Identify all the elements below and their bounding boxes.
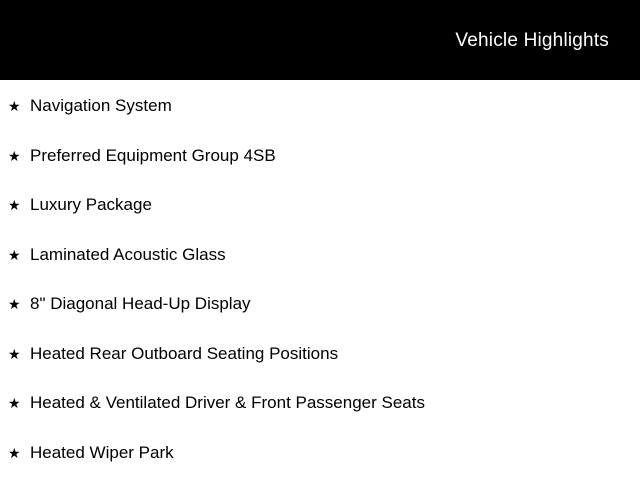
list-item-label: Luxury Package <box>30 196 152 213</box>
list-item <box>0 97 640 147</box>
list-item-label: Heated Rear Outboard Seating Positions <box>30 345 338 362</box>
list-item-label: Navigation System <box>30 97 172 114</box>
star-icon: ★ <box>8 347 30 361</box>
star-icon: ★ <box>8 396 30 410</box>
list-item <box>0 444 640 493</box>
list-item-label: 8" Diagonal Head-Up Display <box>30 295 251 312</box>
star-icon: ★ <box>8 99 30 113</box>
list-item-label: Laminated Acoustic Glass <box>30 246 226 263</box>
list-item <box>0 147 640 197</box>
star-icon: ★ <box>8 248 30 262</box>
list-item <box>0 196 640 246</box>
list-item <box>0 295 640 345</box>
page-title: Vehicle Highlights <box>455 31 609 50</box>
list-item <box>0 394 640 444</box>
list-item-label: Heated & Ventilated Driver & Front Passenger Seats <box>30 394 425 411</box>
list-item <box>0 345 640 395</box>
page-header <box>0 0 640 80</box>
list-item <box>0 246 640 296</box>
star-icon: ★ <box>8 149 30 163</box>
list-item-label: Preferred Equipment Group 4SB <box>30 147 276 164</box>
star-icon: ★ <box>8 198 30 212</box>
star-icon: ★ <box>8 297 30 311</box>
star-icon: ★ <box>8 446 30 460</box>
vehicle-highlights-list <box>0 80 640 493</box>
list-item-label: Heated Wiper Park <box>30 444 174 461</box>
